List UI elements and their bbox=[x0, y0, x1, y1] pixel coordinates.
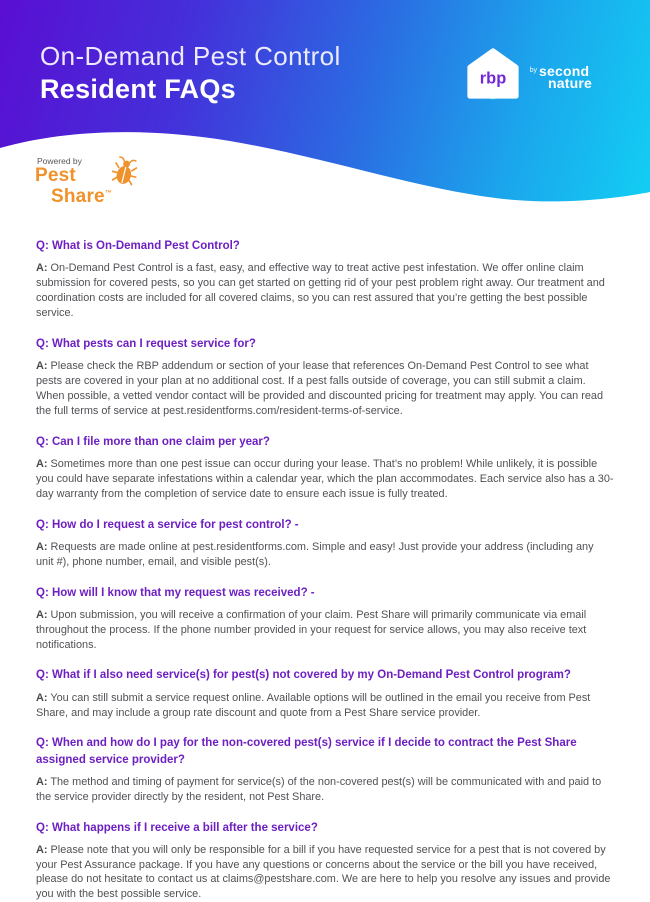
faq-answer: A: Please check the RBP addendum or section of your lease that references On-Demand Pest Control to see what pests are covered in your plan at no additional cost. If a pest falls outside of coverage, you can still submit a claim. When possible, a vetted vendor contact will be provided and discounted pricing for treatment may apply. You can read the full terms of service at pest.residentforms.com/resident-terms-of-service. bbox=[36, 359, 614, 419]
faq-item bbox=[36, 336, 614, 419]
pestshare-wordmark-share: Share™ bbox=[51, 185, 155, 206]
faq-question: Q: When and how do I pay for the non-covered pest(s) service if I decide to contract the Pest Share assigned service provider? bbox=[36, 735, 614, 767]
faq-item bbox=[36, 238, 614, 321]
brand-word-nature: nature bbox=[548, 75, 592, 91]
answer-prefix: A: bbox=[36, 262, 48, 274]
trademark-symbol: ™ bbox=[105, 190, 112, 197]
faq-answer: A: The method and timing of payment for service(s) of the non-covered pest(s) will be communicated with and paid to the service provider directly by the resident, not Pest Share. bbox=[36, 775, 614, 805]
faq-question: Q: How will I know that my request was received? - bbox=[36, 585, 614, 601]
pestshare-wordmark-pest: Pest bbox=[35, 167, 155, 185]
faq-question: Q: What is On-Demand Pest Control? bbox=[36, 238, 614, 254]
powered-by-label: Powered by bbox=[37, 156, 155, 166]
answer-prefix: A: bbox=[36, 692, 48, 704]
faq-question: Q: Can I file more than one claim per year? bbox=[36, 434, 614, 450]
page-title: On-Demand Pest Control bbox=[40, 40, 341, 73]
powered-by-pestshare-logo bbox=[35, 156, 155, 206]
beetle-icon bbox=[112, 156, 139, 187]
header-banner bbox=[0, 0, 650, 230]
faq-item bbox=[36, 585, 614, 653]
faq-item bbox=[36, 667, 614, 720]
by-label: by bbox=[530, 67, 537, 74]
faq-answer: A: Please note that you will only be responsible for a bill if you have requested service for a pest that is not covered by your Pest Assurance package. If you have any questions or concerns about the service or the bill you have received, please do not hesitate to contact us at claims@pestshare.com. We are here to help you resolve any issues and provide you with the best possible service. bbox=[36, 843, 614, 902]
faq-question: Q: What happens if I receive a bill after the service? bbox=[36, 820, 614, 836]
page-subtitle: Resident FAQs bbox=[40, 73, 341, 107]
answer-prefix: A: bbox=[36, 541, 48, 553]
faq-answer: A: On-Demand Pest Control is a fast, easy, and effective way to treat active pest infestation. We offer online claim submission for covered pests, so you can get started on getting rid of your pest problem right away. Our treatment and coordination costs are included for all covered claims, so you can rest assured that you’re getting the best possible service. bbox=[36, 261, 614, 321]
faq-question: Q: How do I request a service for pest control? - bbox=[36, 517, 614, 533]
faq-question: Q: What pests can I request service for? bbox=[36, 336, 614, 352]
rbp-wordmark: rbp bbox=[479, 70, 505, 88]
faq-item bbox=[36, 434, 614, 502]
faq-answer: A: You can still submit a service request online. Available options will be outlined in the email you receive from Pest Share, and may include a group rate discount and quote from a Pest Share service provider. bbox=[36, 691, 614, 721]
answer-prefix: A: bbox=[36, 609, 48, 621]
faq-answer: A: Requests are made online at pest.residentforms.com. Simple and easy! Just provide your address (including any unit #), phone number, email, and visible pest(s). bbox=[36, 540, 614, 570]
answer-prefix: A: bbox=[36, 458, 48, 470]
rbp-second-nature-logo bbox=[464, 44, 592, 102]
faq-question: Q: What if I also need service(s) for pest(s) not covered by my On-Demand Pest Control program? bbox=[36, 667, 614, 683]
answer-prefix: A: bbox=[36, 844, 48, 856]
faq-answer: A: Upon submission, you will receive a confirmation of your claim. Pest Share will primarily communicate via email throughout the process. If the phone number provided in your request for service allows, you may also receive text notifications. bbox=[36, 608, 614, 653]
faq-list bbox=[0, 230, 650, 902]
second-nature-wordmark bbox=[530, 58, 592, 89]
answer-prefix: A: bbox=[36, 776, 48, 788]
brand-word-second: second bbox=[539, 63, 589, 79]
faq-item bbox=[36, 820, 614, 902]
rbp-house-badge-icon bbox=[464, 44, 522, 102]
faq-answer: A: Sometimes more than one pest issue can occur during your lease. That’s no problem! While unlikely, it is possible you could have separate infestations within a calendar year, which the plan accommodates. Each service also has a 30-day warranty from the completion of service date to ensure each issue is fully treated. bbox=[36, 457, 614, 502]
page-title-block bbox=[40, 40, 341, 106]
faq-item bbox=[36, 735, 614, 804]
faq-item bbox=[36, 517, 614, 570]
answer-prefix: A: bbox=[36, 360, 48, 372]
